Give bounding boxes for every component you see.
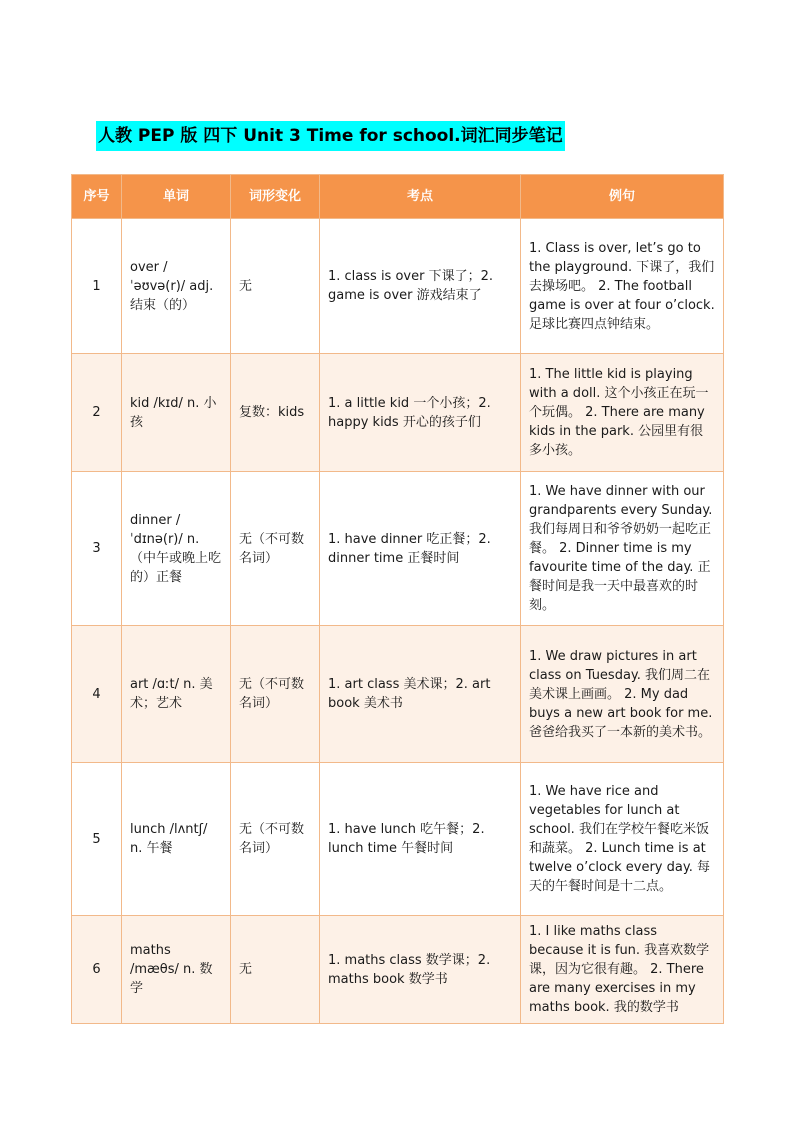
table-row (72, 219, 724, 354)
row-word: dinner /ˈdɪnə(r)/ n.（中午或晚上吃的）正餐 (122, 472, 231, 626)
row-word: over /ˈəʊvə(r)/ adj. 结束（的） (122, 219, 231, 354)
row-example: 1. We have dinner with our grandparents every Sunday. 我们每周日和爷爷奶奶一起吃正餐。 2. Dinner time is my favourite time of the day. 正餐时间是我一天中最喜欢的时刻。 (521, 472, 724, 626)
row-number: 3 (72, 472, 122, 626)
table-row (72, 626, 724, 763)
header-examples: 例句 (521, 175, 724, 219)
row-number: 5 (72, 763, 122, 916)
header-number: 序号 (72, 175, 122, 219)
row-example: 1. Class is over, let’s go to the playground. 下课了，我们去操场吧。 2. The football game is over at four o’clock. 足球比赛四点钟结束。 (521, 219, 724, 354)
row-points: 1. art class 美术课；2. art book 美术书 (320, 626, 521, 763)
table-row (72, 763, 724, 916)
row-points: 1. class is over 下课了；2. game is over 游戏结束了 (320, 219, 521, 354)
row-example: 1. We have rice and vegetables for lunch at school. 我们在学校午餐吃米饭和蔬菜。 2. Lunch time is at twelve o’clock every day. 每天的午餐时间是十二点。 (521, 763, 724, 916)
row-forms: 无 (231, 219, 320, 354)
row-example: 1. We draw pictures in art class on Tuesday. 我们周二在美术课上画画。 2. My dad buys a new art book for me. 爸爸给我买了一本新的美术书。 (521, 626, 724, 763)
row-points: 1. have lunch 吃午餐；2. lunch time 午餐时间 (320, 763, 521, 916)
table-header-row (72, 175, 724, 219)
row-points: 1. a little kid 一个小孩；2. happy kids 开心的孩子们 (320, 354, 521, 472)
table-row (72, 472, 724, 626)
vocabulary-table (71, 174, 724, 1024)
row-word: kid /kɪd/ n. 小孩 (122, 354, 231, 472)
header-key-points: 考点 (320, 175, 521, 219)
header-word-forms: 词形变化 (231, 175, 320, 219)
row-number: 6 (72, 916, 122, 1024)
row-forms: 无 (231, 916, 320, 1024)
row-word: maths /mæθs/ n. 数学 (122, 916, 231, 1024)
row-forms: 无（不可数名词） (231, 763, 320, 916)
row-number: 1 (72, 219, 122, 354)
table-row (72, 916, 724, 1024)
row-number: 2 (72, 354, 122, 472)
header-word: 单词 (122, 175, 231, 219)
row-points: 1. have dinner 吃正餐；2. dinner time 正餐时间 (320, 472, 521, 626)
page-title: 人教 PEP 版 四下 Unit 3 Time for school.词汇同步笔记 (96, 121, 565, 151)
row-word: art /ɑːt/ n. 美术；艺术 (122, 626, 231, 763)
row-forms: 无（不可数名词） (231, 472, 320, 626)
row-forms: 无（不可数名词） (231, 626, 320, 763)
row-points: 1. maths class 数学课；2. maths book 数学书 (320, 916, 521, 1024)
row-example: 1. I like maths class because it is fun. 我喜欢数学课，因为它很有趣。 2. There are many exercises in my maths book. 我的数学书 (521, 916, 724, 1024)
row-example: 1. The little kid is playing with a doll. 这个小孩正在玩一个玩偶。 2. There are many kids in the park. 公园里有很多小孩。 (521, 354, 724, 472)
row-forms: 复数：kids (231, 354, 320, 472)
table-row (72, 354, 724, 472)
row-number: 4 (72, 626, 122, 763)
row-word: lunch /lʌntʃ/ n. 午餐 (122, 763, 231, 916)
